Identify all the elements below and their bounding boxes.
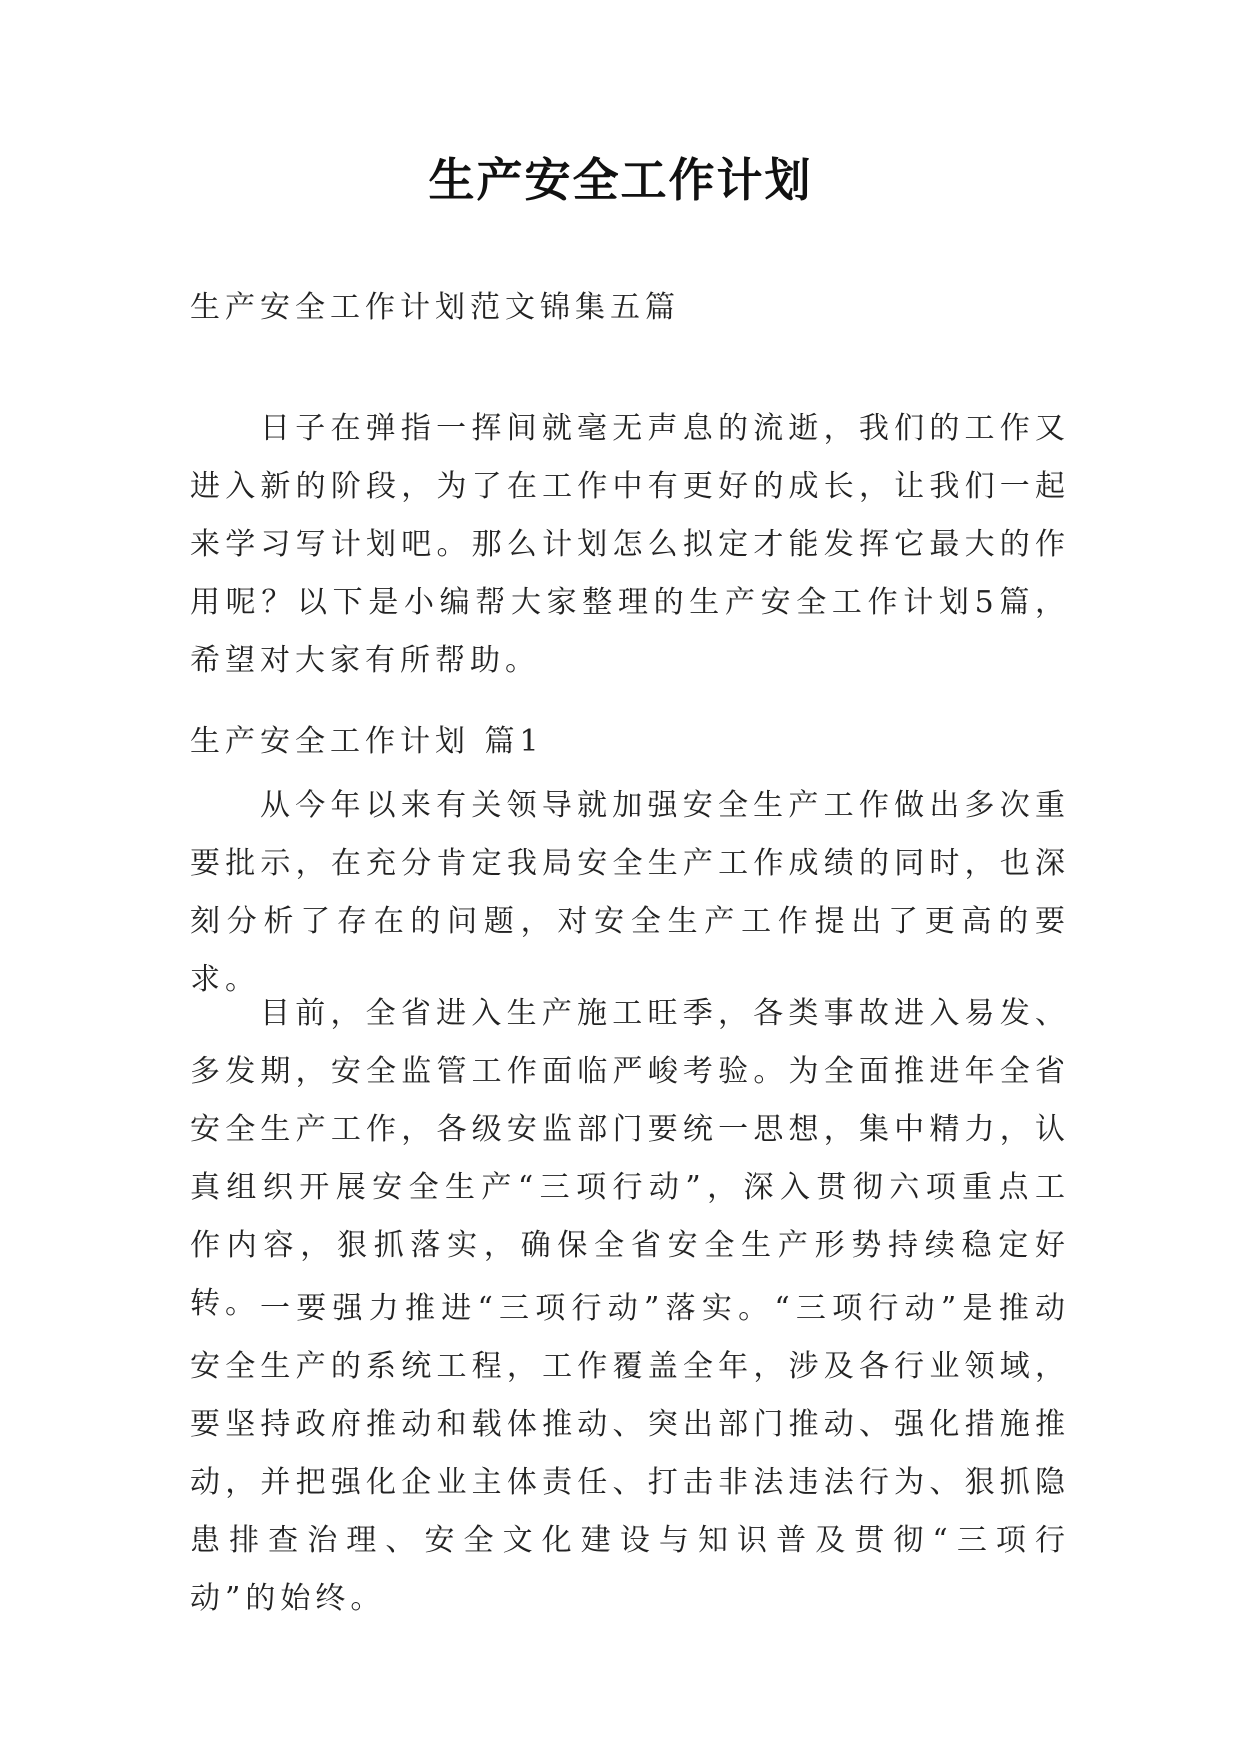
document-subtitle: 生产安全工作计划范文锦集五篇	[190, 290, 680, 325]
intro-paragraph: 日子在弹指一挥间就毫无声息的流逝，我们的工作又进入新的阶段，为了在工作中有更好的成长，让我们一起来学习写计划吧。那么计划怎么拟定才能发挥它最大的作用呢？以下是小编帮大家整理的生产安全工作计划5篇，希望对大家有所帮助。	[190, 411, 1070, 678]
section-heading: 生产安全工作计划 篇1	[190, 724, 544, 759]
body-paragraph-2: 目前，全省进入生产施工旺季，各类事故进入易发、多发期，安全监管工作面临严峻考验。为全面推进年全省安全生产工作，各级安监部门要统一思想，集中精力，认真组织开展安全生产“三项行动”，深入贯彻六项重点工作内容，狠抓落实，确保全省安全生产形势持续稳定好转。	[190, 996, 1070, 1321]
document-title: 生产安全工作计划	[428, 153, 813, 207]
body-paragraph-1: 从今年以来有关领导就加强安全生产工作做出多次重要批示，在充分肯定我局安全生产工作成绩的同时，也深刻分析了存在的问题，对安全生产工作提出了更高的要求。	[190, 788, 1070, 997]
body-paragraph-3: 一要强力推进“三项行动”落实。“三项行动”是推动安全生产的系统工程，工作覆盖全年，涉及各行业领域，要坚持政府推动和载体推动、突出部门推动、强化措施推动，并把强化企业主体责任、打击非法违法行为、狠抓隐患排查治理、安全文化建设与知识普及贯彻“三项行动”的始终。	[190, 1291, 1070, 1616]
